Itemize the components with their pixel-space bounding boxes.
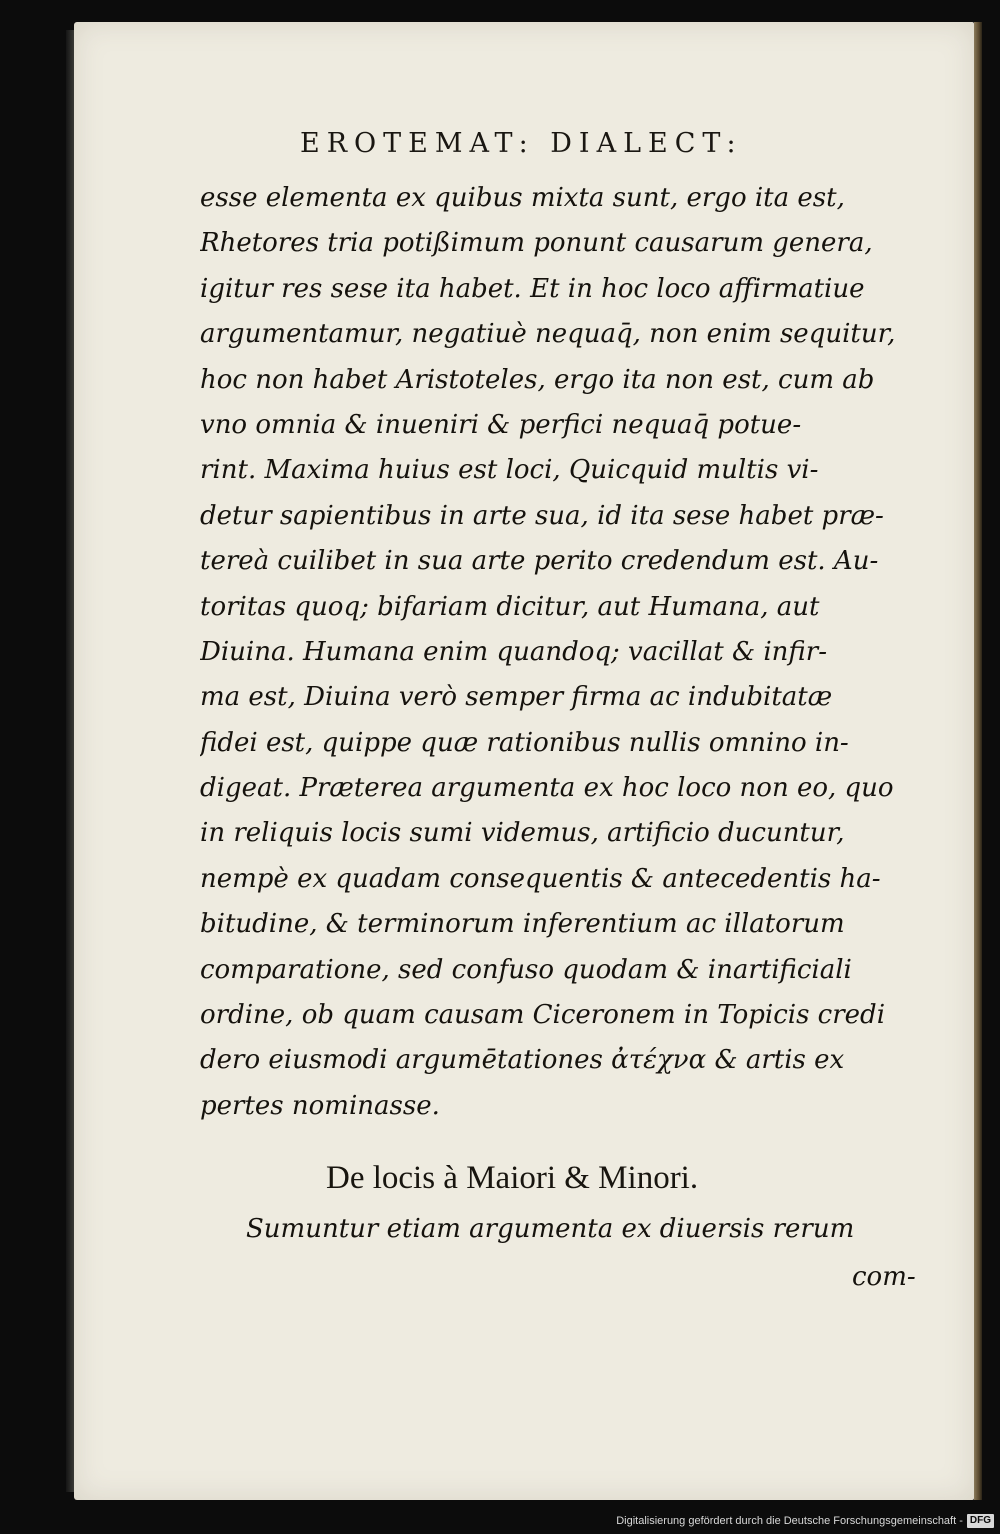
text-block — [200, 176, 960, 1129]
book-spine-shadow — [66, 30, 74, 1492]
text-line: fidei est, quippe quæ rationibus nullis omnino in- — [200, 727, 849, 758]
text-line: digeat. Præterea argumenta ex hoc loco non eo, quo — [200, 773, 894, 804]
text-line: Rhetores tria potißimum ponunt causarum genera, — [200, 228, 873, 259]
text-line: argumentamur, negatiuè nequaq̄, non enim sequitur, — [200, 319, 896, 350]
text-line: rint. Maxima huius est loci, Quicquid multis vi- — [200, 455, 819, 486]
text-line: hoc non habet Aristoteles, ergo ita non est, cum ab — [200, 364, 875, 395]
text-line: in reliquis locis sumi videmus, artificio ducuntur, — [200, 818, 845, 849]
book-page-edge — [974, 22, 982, 1500]
text-line: ma est, Diuina verò semper firma ac indubitatæ — [200, 682, 833, 713]
text-line: comparatione, sed confuso quodam & inartificiali — [200, 954, 852, 985]
text-line: tereà cuilibet in sua arte perito credendum est. Au- — [200, 546, 879, 577]
text-line: toritas quoq; bifariam dicitur, aut Humana, aut — [200, 591, 820, 622]
running-header: EROTEMAT: DIALECT: — [300, 128, 743, 159]
text-line: ordine, ob quam causam Ciceronem in Topicis credi — [200, 1000, 886, 1031]
text-line: esse elementa ex quibus mixta sunt, ergo ita est, — [200, 183, 845, 213]
text-line: Diuina. Humana enim quandoq; vacillat & infir- — [200, 636, 827, 667]
text-line: pertes nominasse. — [200, 1090, 440, 1121]
section-heading: De locis à Maiori & Minori. — [326, 1160, 699, 1196]
text-line: nempè ex quadam consequentis & antecedentis ha- — [200, 863, 881, 894]
text-line: vno omnia & inueniri & perfici nequaq̄ potue- — [200, 409, 802, 440]
text-line: Sumuntur etiam argumenta ex diuersis rerum — [246, 1214, 855, 1244]
text-line: dero eiusmodi argumētationes ἀτέχνα & artis ex — [200, 1045, 845, 1076]
dfg-logo: DFG — [967, 1514, 994, 1528]
catchword: com- — [852, 1262, 916, 1292]
digitization-credit — [616, 1512, 994, 1530]
text-line: bitudine, & terminorum inferentium ac illatorum — [200, 909, 845, 940]
text-line: igitur res sese ita habet. Et in hoc loco affirmatiue — [200, 273, 865, 304]
text-line: detur sapientibus in arte sua, id ita sese habet præ- — [200, 500, 884, 531]
credit-text: Digitalisierung gefördert durch die Deutsche Forschungsgemeinschaft - — [616, 1515, 963, 1527]
